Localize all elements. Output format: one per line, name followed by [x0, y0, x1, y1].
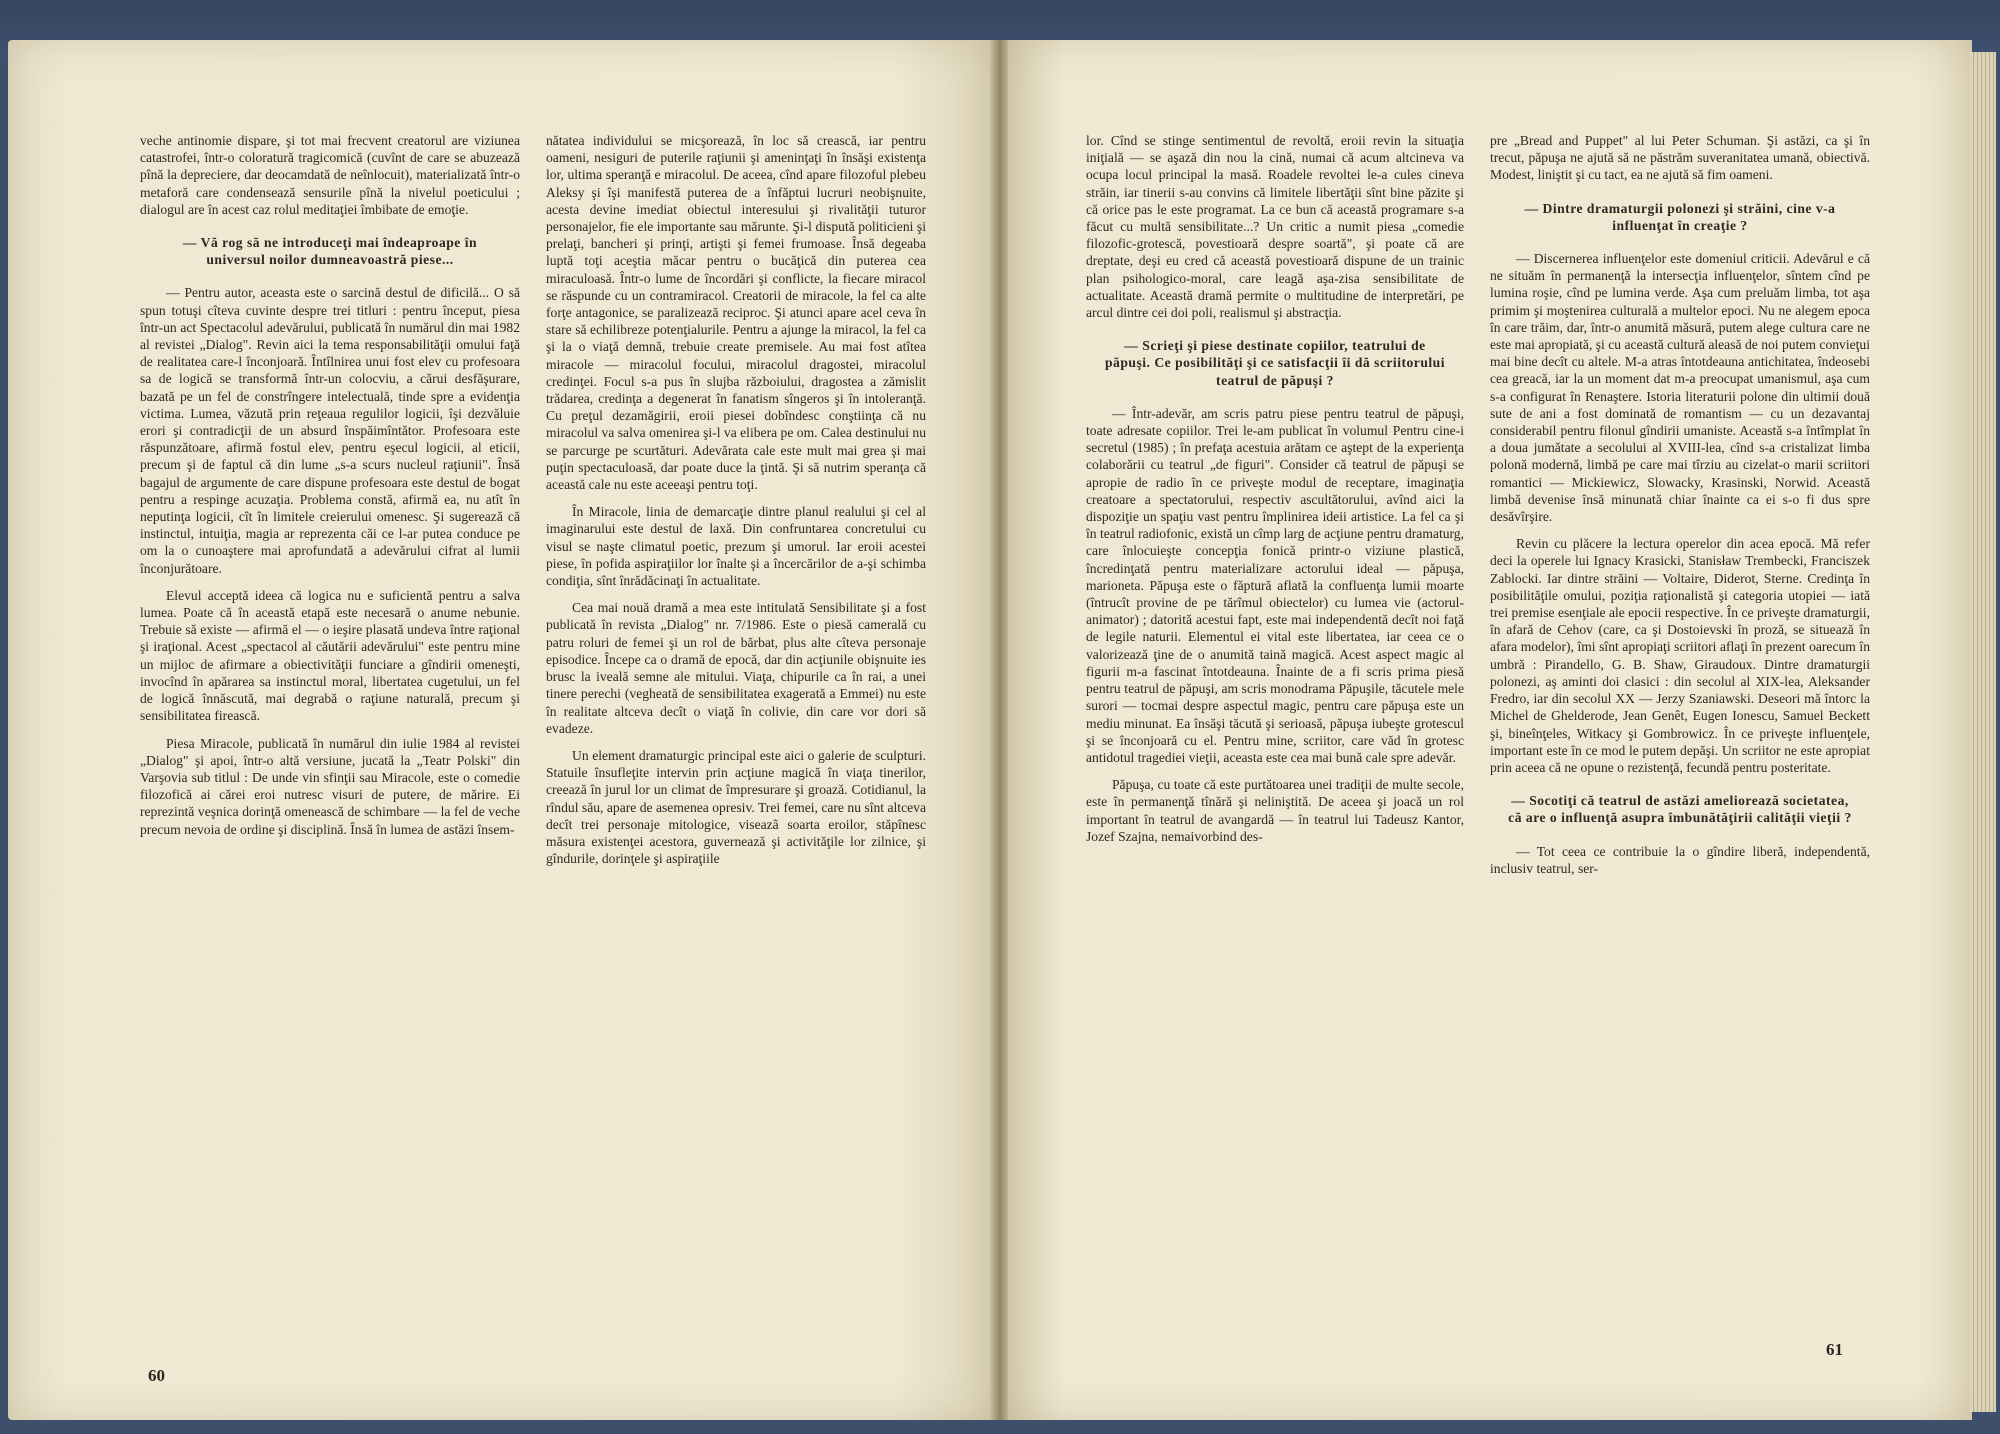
paragraph: Piesa Miracole, publicată în numărul din iulie 1984 al revistei „Dialog" şi apoi, într-o altă versiune, jucată la „Teatr Polski" din Varşovia sub titlul : De unde vin sfinţii sau Miracole, este o comedie filozofică ai cărei eroi nutresc visuri de putere, de mărire. Ei reprezintă veşnica dorinţă omenească de schimbare — la fel de veche precum nevoia de ordine şi disciplină. Însă în lumea de astăzi însem-	[140, 735, 520, 837]
interview-question: — Dintre dramaturgii polonezi şi străini, cine v-a influenţat în creaţie ?	[1524, 200, 1836, 233]
paragraph: Păpuşa, cu toate că este purtătoarea unei tradiţii de multe secole, este în permanenţă tînără şi neliniştită. De aceea şi joacă un rol important în teatrul de avangardă — în teatrul lui Tadeusz Kantor, Jozef Szajna, nemaivorbind des-	[1086, 777, 1464, 844]
right-page-column-1	[1086, 132, 1464, 855]
page-stack-edge	[1970, 52, 1996, 1412]
interview-question: — Scrieţi şi piese destinate copiilor, teatrului de păpuşi. Ce posibilităţi şi ce satisfacţii îi dă scriitorului teatrul de păpuşi ?	[1104, 338, 1446, 388]
paragraph: În Miracole, linia de demarcaţie dintre planul realului şi cel al imaginarului este destul de laxă. Din confruntarea concretului cu visul se naşte climatul poetic, prezum şi umorul. Iar eroii acestei piese, în pofida aspiraţiilor lor înalte şi a încercărilor de a-şi schimba condiţia, sînt înrădăcinaţi în actualitate.	[546, 504, 926, 589]
page-number-right: 61	[1826, 1340, 1843, 1359]
paragraph: — Pentru autor, aceasta este o sarcină destul de dificilă... O să spun totuşi cîteva cuvinte despre trei titluri : pentru început, piesa într-un act Spectacolul adevărului, publicată în numărul din mai 1982 al revistei „Dialog". Revin aici la tema responsabilităţii omului faţă de realitatea care-l înconjoară. Întîlnirea unui fost elev cu profesoara sa de logică se transformă într-un colocviu, a cărui desfăşurare, bazată pe un fel de constrîngere intelectuală, tinde spre a evidenţia victima. Lumea, văzută prin reţeaua regulilor logicii, îşi dezvăluie erori şi contradicţii de un absurd înspăimîntător. Profesoara este răspunzătoare, afirmă fostul elev, pentru eşecul logicii, al eticii, precum şi de faptul că din lume „s-a scurs nucleul raţiunii". Însă bagajul de argumente de care dispune profesoara este destul de bogat pentru a respinge acuzaţia. Problema constă, afirmă ea, nu atît în neputinţa logicii, cît în limitele creierului omenesc. Şi sugerează că instinctul, intuiţia, magia ar reprezenta căi ce l-ar putea conduce pe om la o cunoaştere mai aprofundată a adevărului cifrat al lumii înconjurătoare.	[140, 285, 520, 576]
paragraph: — Tot ceea ce contribuie la o gîndire liberă, independentă, inclusiv teatrul, ser-	[1490, 843, 1870, 876]
paragraph: — Discernerea influenţelor este domeniul criticii. Adevărul e că ne situăm în permanenţă la intersecţia influenţelor, sîntem cînd pe lumina roşie, cînd pe lumina verde. Aşa cum preluăm limba, tot aşa primim şi moştenirea culturală a multelor epoci. Nu ne alegem epoca în care trăim, dar, într-o anumită măsură, putem alege cultura care ne este mai apropiată, şi cu această cultură aleasă de noi putem convieţui mai bine decît cu altele. M-a atras întotdeauna antichitatea, îndeosebi cea greacă, iar la un moment dat m-a preocupat umanismul, aşa cum s-a configurat în Renaştere. Istoria literaturii polone din ultimii două sute de ani a fost dominată de romantism — cu un dezavantaj considerabil pentru filonul gîndirii umaniste. Această s-a întîmplat în a doua jumătate a secolului al XVIII-lea, cînd s-a cristalizat limba polonă modernă, limbă pe care mai tîrziu au cizelat-o marii scriitori romantici — Mickiewicz, Slowacky, Krasinski, Norwid. Această limbă devenise însă minunată chiar înainte ca ei s-o fi dus spre desăvîrşire.	[1490, 251, 1870, 525]
paragraph: veche antinomie dispare, şi tot mai frecvent creatorul are viziunea catastrofei, într-o coloratură tragicomică (cuvînt de care se abuzează pînă la depreciere, dar deocamdată de neînlocuit), materializată într-o metaforă care condensează sensurile pînă la nivelul poeticului ; dialogul are în acest caz rolul meditaţiei îmbibate de emoţie.	[140, 133, 520, 217]
paragraph: — Într-adevăr, am scris patru piese pentru teatrul de păpuşi, toate adresate copiilor. Trei le-am publicat în volumul Pentru cine-i secretul (1985) ; în prefaţa acestuia arătam ce aştept de la experienţa colaborării cu teatrul „de figuri". Consider că teatrul de păpuşi se apropie de radio în ce priveşte modul de receptare, imaginaţia creatoare a spectatorului, respectiv ascultătorului, avînd aici la dispoziţie un spaţiu vast pentru împlinirea ideii artistice. La fel ca şi în teatrul radiofonic, există un cîmp larg de acţiune pentru dramaturg, care înlocuieşte concepţia fonică printr-o viziune plastică, încredinţată pentru materializare actorului ideal — păpuşa, marioneta. Păpuşa este o făptură aflată la confluenţa lumii moarte (întrucît provine de pe tărîmul obiectelor) cu lumea vie (actorul-animator) ; datorită acestui fapt, este mai independentă decît noi faţă de legile naturii. Elementul ei vital este libertatea, iar ceea ce o valorizează ţine de o anumită taină magică. Acest aspect magic al figurii m-a fascinat întotdeauna. Înainte de a fi scris prima piesă pentru teatrul de păpuşi, am scris monodrama Păpuşile, tăcutele mele surori — tocmai despre aspectul magic, pentru care păpuşa este un mediu minunat. Ea însăşi tăcută şi serioasă, păpuşa iubeşte grotescul şi se înconjoară cu el. Pentru mine, scriitor, care văd în grotesc antidotul tragediei vieţii, aceasta este cea mai bună cale spre adevăr.	[1086, 405, 1464, 765]
page-number-left: 60	[148, 1366, 165, 1385]
interview-question: — Socotiţi că teatrul de astăzi ameliorează societatea, că are o influenţă asupra îmbunătăţirii calităţii vieţii ?	[1508, 793, 1852, 826]
paragraph: Elevul acceptă ideea că logica nu e suficientă pentru a salva lumea. Poate că în această etapă este necesară o anume nebunie. Trebuie să existe — afirmă el — o ieşire plasată undeva între raţional şi iraţional. Acest „spectacol al căutării adevărului" este pentru mine un mijloc de afirmare a obiectivităţii funciare a gîndirii omeneşti, invocînd în apărarea sa instinctul moral, libertatea cugetului, un fel de logică înnăscută, mai degrabă o raţiune naturală, precum şi sensibilitatea firească.	[140, 587, 520, 724]
left-page	[8, 40, 993, 1420]
paragraph: lor. Cînd se stinge sentimentul de revoltă, eroii revin la situaţia iniţială — se aşază din nou la cină, numai că acum altcineva va ocupa locul principal la masă. Roadele revoltei le-a cules cineva străin, iar tinerii s-au convins că limitele libertăţii sînt bine păzite şi că orice pas le este programat. La ce bun că această programare s-a făcut cu multă sensibilitate...? Un critic a numit piesa „comedie filozofic-grotescă, povestioară despre soartă", şi poate că are dreptate, deşi eu cred că această povestioară dispune de un trainic plan psihologico-moral, care leagă aşa-zisa sensibilitate de actualitate. Această dramă permite o multitudine de interpretări, pe arcul dintre cei doi poli, realismul şi abstracţia.	[1086, 133, 1464, 321]
left-page-column-2	[546, 132, 926, 877]
left-page-column-1	[140, 132, 520, 848]
paragraph: Cea mai nouă dramă a mea este intitulată Sensibilitate şi a fost publicată în revista „Dialog" nr. 7/1986. Este o piesă camerală cu patru roluri de femei şi un rol de bărbat, plus alte cîteva personaje episodice. Începe ca o dramă de epocă, dar din acţiunile obişnuite ies brusc la iveală semne ale mitului. Viaţa, chipurile ca în rai, a unei tinere perechi (vegheată de sensibilitatea exagerată a Emmei) nu este în realitate altceva decît o viaţă în colivie, din care vor dori să evadeze.	[546, 600, 926, 736]
book-gutter	[990, 40, 1010, 1420]
right-page-column-2	[1490, 132, 1870, 887]
interview-question: — Vă rog să ne introduceţi mai îndeaproape în universul noilor dumneavoastră piese...	[182, 235, 478, 268]
paragraph: Un element dramaturgic principal este aici o galerie de sculpturi. Statuile însufleţite intervin prin acţiune magică în viaţa tinerilor, creează în jurul lor un climat de împresurare şi groază. Cotidianul, la rîndul său, apare de asemenea opresiv. Trei femei, care nu sînt altceva decît trei personaje mitologice, viseazã soarta eroilor, stăpînesc măsura existenţei acestora, guvernează şi activităţile lor zilnice, şi gîndurile, dorinţele şi aspiraţiile	[546, 747, 926, 867]
paragraph: Revin cu plăcere la lectura operelor din acea epocă. Mă refer deci la operele lui Ignacy Krasicki, Stanisław Trembecki, Franciszek Zablocki. Iar dintre străini — Voltaire, Diderot, Sterne. Credinţa în posibilităţile omului, poziţia raţionalistă şi categoria utopiei — iată trei premise esenţiale ale epocii respective. În ce priveşte dramaturgii, în afară de Cehov (care, ca şi Dostoievski în proză, se situează în afara modelor), îmi sînt apropiaţi scriitori aflaţi în prezent oarecum în umbră : Pirandello, G. B. Shaw, Giraudoux. Dintre dramaturgii polonezi, aş aminti doi clasici : din secolul al XIX-lea, Aleksander Fredro, iar din secolul XX — Jerzy Szaniawski. Deseori mă întorc la Michel de Ghelderode, Jean Genêt, Eugen Ionescu, Samuel Beckett şi, bineînţeles, Witkacy şi Gombrowicz. În ce priveşte influenţele, important este în ce mod le putem depăşi. Un scriitor ne este apropiat prin aceea că ne opune o rezistenţă, fecundă pentru posteritate.	[1490, 536, 1870, 775]
right-page	[1008, 40, 1972, 1420]
paragraph: pre „Bread and Puppet" al lui Peter Schuman. Şi astăzi, ca şi în trecut, păpuşa ne ajută să ne păstrăm suveranitatea umană, obiectivă. Modest, liniştit şi cu tact, ea ne ajută să fim oameni.	[1490, 133, 1870, 183]
paragraph: nătatea individului se micşorează, în loc să crească, iar pentru oameni, nesiguri de puterile raţiunii şi ameninţaţi în însăşi existenţa lor, ultima speranţă e miracolul. De aceea, cînd apare filozoful plebeu Aleksy şi îşi manifestă puterea de a înfăptui lucruri neobişnuite, acesta devine imediat obiectul interesului şi rivalităţii tuturor personajelor, fie ele importante sau mărunte. Şi-l dispută politicieni şi prelaţi, bancheri şi prinţi, artişti şi femei frumoase. Însă degeaba luptă toţi aceştia măcar pentru o bucăţică din puterea cea miraculoasă. Într-o lume de încordări şi conflicte, la fiecare miracol se răspunde cu un contramiracol. Creatorii de miracole, la fel ca alte forţe antagonice, se paralizează reciproc. Şi atunci apare acel ceva în stare să echilibreze potenţialurile. Pentru a ajunge la miracol, la fel ca şi la o viaţă demnă, trebuie create premisele. Au mai fost atîtea miracole — miracolul focului, miracolul dragostei, miracolul credinţei. Focul s-a pus în slujba războiului, dragostea a zămislit trădarea, credinţa a degenerat în fanatism sîngeros şi în intoleranţă. Cu preţul dezamăgirii, eroii piesei dobîndesc conştiinţa că nu miracolul va salva omenirea şi-l va elibera pe om. Calea destinului nu se parcurge pe scurtături. Adevărata cale este mult mai grea şi mai puţin spectaculoasă, dar poate duce la ţintă. Şi să nutrim speranţa că această cale nu este aceeaşi pentru toţi.	[546, 133, 926, 493]
